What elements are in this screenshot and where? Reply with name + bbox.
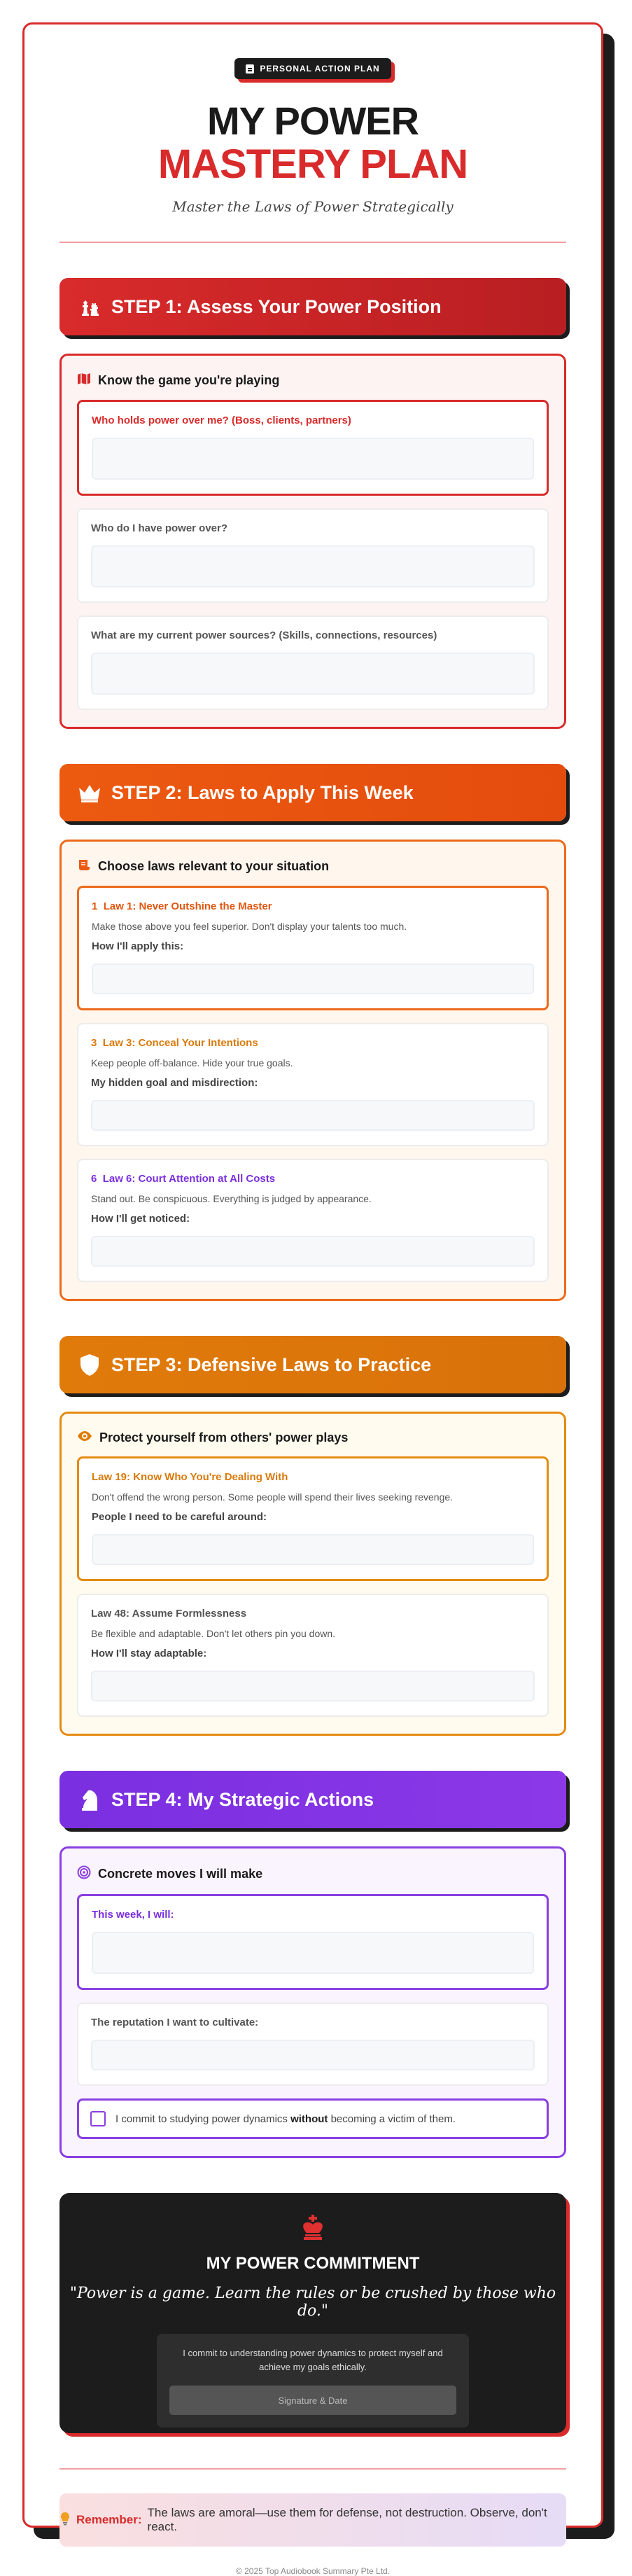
question-card: [77, 508, 549, 603]
step3-body: [59, 1412, 566, 1736]
law-description: Don't offend the wrong person. Some people will spend their lives seeking revenge.: [92, 1491, 454, 1503]
step3-header: [59, 1336, 566, 1393]
law-description: Stand out. Be conspicuous. Everything is judged by appearance.: [91, 1193, 372, 1204]
commitment-box: [157, 2334, 469, 2428]
law-prompt: How I'll stay adaptable:: [91, 1648, 207, 1659]
answer-field[interactable]: [91, 545, 535, 587]
shield-icon: [76, 1351, 103, 1378]
step2-section-title: [77, 858, 549, 875]
law-number-icon: 6: [91, 1173, 97, 1185]
remember-banner: [59, 2493, 566, 2547]
step2-section-label: Choose laws relevant to your situation: [98, 859, 330, 873]
commitment-text: I commit to understanding power dynamics to protect myself and achieve my goals ethically.: [183, 2348, 443, 2372]
law-name: Law 1: Never Outshine the Master: [103, 900, 272, 912]
step4-body: [59, 1846, 566, 2158]
law-card: [77, 1594, 549, 1717]
chess-knight-icon: [76, 1786, 103, 1813]
step4-section-title: [77, 1865, 549, 1883]
law-description: Be flexible and adaptable. Don't let others pin you down.: [91, 1628, 336, 1639]
law-prompt: How I'll get noticed:: [91, 1213, 190, 1225]
law-name: Law 19: Know Who You're Dealing With: [92, 1471, 288, 1483]
law-name: Law 3: Conceal Your Intentions: [102, 1037, 258, 1049]
question-label: Who do I have power over?: [91, 522, 228, 534]
plan-badge: [234, 58, 391, 79]
law-number-icon: 1: [92, 900, 98, 912]
chess-pieces-icon: [76, 293, 103, 320]
law-name: Law 48: Assume Formlessness: [91, 1608, 247, 1620]
law-description: Keep people off-balance. Hide your true goals.: [91, 1057, 293, 1068]
step1-section-title: [77, 373, 549, 389]
step1-section-label: Know the game you're playing: [98, 373, 280, 387]
law-title: [91, 1037, 535, 1049]
divider: [59, 242, 566, 243]
answer-field[interactable]: [92, 1534, 534, 1565]
law-number-icon: 3: [91, 1037, 97, 1049]
law-prompt: People I need to be careful around:: [92, 1511, 267, 1523]
answer-field[interactable]: [92, 438, 534, 480]
chess-king-icon: [59, 2214, 566, 2244]
question-label: What are my current power sources? (Skills, connections, resources): [91, 629, 437, 641]
header: [59, 58, 566, 215]
action-prompt: This week, I will:: [92, 1909, 174, 1921]
law-name: Law 6: Court Attention at All Costs: [102, 1173, 276, 1185]
step1-body: [59, 354, 566, 729]
action-plan-sheet: [22, 22, 603, 2576]
map-icon: [77, 373, 91, 389]
action-prompt: The reputation I want to cultivate:: [91, 2017, 259, 2028]
answer-field[interactable]: [92, 1932, 534, 1974]
title-line1: MY POWER: [206, 99, 419, 143]
scroll-icon: [77, 858, 91, 875]
title-line2: MASTERY PLAN: [157, 141, 468, 187]
law-card: [77, 1023, 549, 1146]
action-card: [77, 1894, 549, 1990]
step3-title: STEP 3: Defensive Laws to Practice: [111, 1353, 432, 1375]
law-card: [77, 886, 549, 1010]
step4-section-label: Concrete moves I will make: [98, 1867, 263, 1881]
badge-text: PERSONAL ACTION PLAN: [260, 64, 380, 74]
step2-title: STEP 2: Laws to Apply This Week: [111, 781, 414, 803]
law-card: [77, 1456, 549, 1581]
law-card: [77, 1159, 549, 1282]
commitment-panel: [59, 2193, 566, 2433]
answer-field[interactable]: [92, 963, 534, 994]
question-card: [77, 400, 549, 496]
step4-header: [59, 1771, 566, 1828]
law-prompt: My hidden goal and misdirection:: [91, 1077, 258, 1089]
law-prompt: How I'll apply this:: [92, 940, 184, 952]
question-label: Who holds power over me? (Boss, clients, partners): [92, 415, 351, 426]
answer-field[interactable]: [91, 1671, 535, 1701]
commitment-title: MY POWER COMMITMENT: [206, 2254, 420, 2273]
crown-icon: [76, 779, 103, 806]
commit-text: [115, 2113, 456, 2125]
answer-field[interactable]: [91, 1100, 535, 1131]
clipboard-icon: [246, 64, 254, 74]
step1-title: STEP 1: Assess Your Power Position: [111, 295, 442, 317]
commitment-checkbox-row[interactable]: [77, 2098, 549, 2139]
step2-header: [59, 764, 566, 821]
answer-field[interactable]: [91, 653, 535, 695]
law-title: [91, 1173, 535, 1185]
subtitle: Master the Laws of Power Strategically: [172, 198, 454, 215]
question-card: [77, 615, 549, 710]
action-card: [77, 2003, 549, 2086]
step3-section-label: Protect yourself from others' power plays: [99, 1430, 349, 1444]
target-icon: [77, 1865, 91, 1883]
remember-text: The laws are amoral—use them for defense, not destruction. Observe, don't react.: [147, 2506, 547, 2533]
remember-label: Remember:: [76, 2513, 142, 2526]
signature-field[interactable]: Signature & Date: [169, 2386, 456, 2415]
commit-text-post: becoming a victim of them.: [328, 2112, 456, 2125]
lightbulb-icon: [59, 2512, 71, 2529]
answer-field[interactable]: [91, 1236, 535, 1267]
answer-field[interactable]: [91, 2040, 535, 2070]
commit-text-pre: I commit to studying power dynamics: [115, 2112, 291, 2125]
eye-icon: [77, 1430, 92, 1445]
step2-body: [59, 840, 566, 1301]
commit-text-bold: without: [290, 2112, 328, 2125]
commit-checkbox[interactable]: [90, 2111, 106, 2126]
step1-header: [59, 278, 566, 335]
law-title: [92, 900, 534, 912]
footer: © 2025 Top Audiobook Summary Pte Ltd.: [235, 2566, 391, 2576]
step4-title: STEP 4: My Strategic Actions: [111, 1788, 374, 1810]
commitment-quote: "Power is a game. Learn the rules or be crushed by those who do.": [69, 2285, 556, 2320]
law-description: Make those above you feel superior. Don't display your talents too much.: [92, 921, 407, 932]
step3-section-title: [77, 1430, 549, 1445]
divider: [59, 2468, 566, 2470]
